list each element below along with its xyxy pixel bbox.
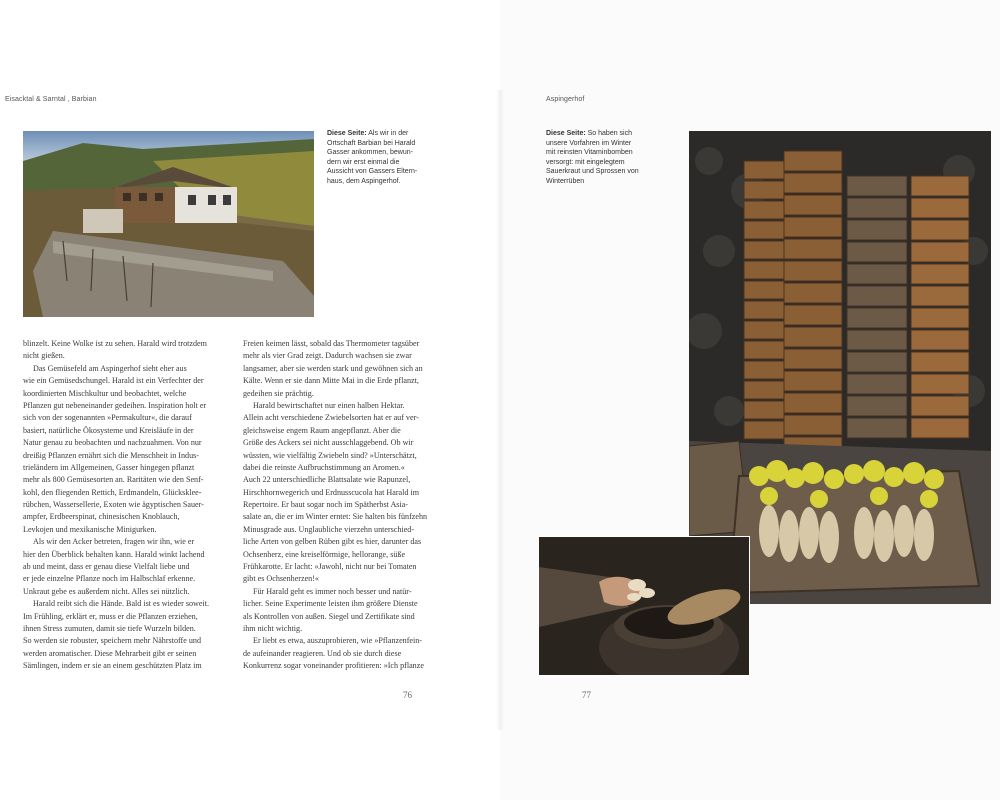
text-line: ihnen Stress zumuten, damit sie tiefe Wurzeln bilden. [23,623,196,633]
text-line: Konkurrenz sogar voneinander profitieren: »Ich pflanze [243,661,424,671]
caption-line: Ortschaft Barbian bei Harald [327,139,416,147]
caption-lead: Diese Seite: [327,130,367,137]
text-line: rübchen, Wassersellerie, Exoten wie ägyptischen Sauer- [23,500,204,510]
text-line: ihm nicht wichtig. [243,623,303,633]
text-line: Levkojen und mexikanische Minigurken. [23,524,157,534]
text-line: Natur genau zu beobachten und nachzuahmen. Von nur [23,438,202,448]
text-line: Das Gemüsefeld am Aspingerhof sieht eher aus [33,363,187,373]
text-line: koordinierten Mischkultur und beobachtet, welche [23,388,187,398]
text-line: Ochsenherz, eine kreiselförmige, hellorange, süße [243,549,406,559]
text-line: Freien keimen lässt, sobald das Thermometer tagsüber [243,339,420,348]
caption-line: dern wir erst einmal die [327,158,400,166]
text-line: So werden sie robuster, speichern mehr Nährstoffe und [23,636,201,646]
text-line: blinzelt. Keine Wolke ist zu sehen. Harald wird trotzdem [23,339,207,348]
text-line: ampfer, Erdbeerspinat, chinesischen Knoblauch, [23,512,180,522]
running-head-left: Eisacktal & Sarntal , Barbian [5,96,97,103]
text-line: Im Frühling, erklärt er, muss er die Pflanzen erziehen, [23,611,198,621]
text-line: trieländern im Allgemeinen, Gasser hingegen pflanzt [23,462,195,472]
caption-line: Sauerkraut und Sprossen von [546,168,639,176]
caption-line: So haben sich [587,130,633,137]
text-line: Harald bewirtschaftet nur einen halben Hektar. [253,400,405,410]
text-line: mehr als 800 Gemüsesorten an. Raritäten wie den Senf- [23,475,204,485]
right-page [500,0,1000,800]
running-head-right: Aspingerhof [546,96,585,103]
text-line: wüssten, wie vielfältig Zwiebeln sind? »Unterschätzt, [243,450,417,460]
text-line: er jede einzelne Pflanze noch im Halbschlaf erkenne. [23,574,196,584]
caption-line: unsere Vorfahren im Winter [546,139,632,147]
text-line: gleichsweise engem Raum angepflanzt. Aber die [243,425,401,435]
text-line: Pflanzen gut nebeneinander gedeihen. Inspiration holt er [23,400,207,410]
body-column-1 [23,338,233,673]
text-line: dabei die reinste Aufbruchstimmung an Aromen.« [243,462,405,472]
text-line: Auch 22 unterschiedliche Blattsalate wie Rapunzel, [243,475,411,485]
sauerkraut-jar-photo [538,536,750,676]
text-line: werden aromatischer. Diese Mehrarbeit gibt er seinen [23,648,197,658]
farmhouse-photo [23,131,314,317]
text-line: ab und meint, dass er genau diese Vielfalt liebe und [23,562,190,572]
text-line: gedeihen sie prächtig. [243,388,314,398]
text-line: salate an, die er im Winter erntet: Sie halten bis fünfzehn [243,512,428,522]
text-line: Größe des Ackers sei nicht ausschlaggebend. Ob wir [243,438,414,448]
page-number-right: 77 [582,690,591,700]
text-line: dreißig Pflanzen ernährt sich die Menschheit in Indus- [23,450,199,460]
book-gutter [496,90,504,730]
text-line: Er liebt es etwa, auszuprobieren, wie »Pflanzenfein- [253,636,423,646]
caption-line: mit reinsten Vitaminbomben [546,149,633,157]
photo-caption-right [546,129,656,187]
text-line: Minusgrade aus. Unglaubliche vierzehn unterschied- [243,524,415,534]
text-line: langsamer, aber sie werden stark und gewöhnen sich an [243,363,423,373]
text-line: liche Arten von gelben Rüben gibt es hier, darunter das [243,537,422,547]
caption-line: Aussicht von Gassers Eltern- [327,168,418,176]
text-line: Sämlingen, indem er sie an einem geschützten Platz im [23,661,202,671]
body-column-2 [243,338,458,673]
caption-line: Winterrüben [546,177,585,185]
caption-line: Als wir in der [368,130,409,137]
text-line: Unkraut gebe es außerdem nicht. Alles sei nützlich. [23,586,190,596]
text-line: Hirschhornwegerich und Erdnusscucola hat Harald im [243,487,419,497]
text-line: Als wir den Acker betreten, fragen wir ihn, wie er [33,537,195,547]
text-line: als Kontrollen von außen. Siegel und Zertifikate sind [243,611,415,621]
text-line: mehr als vier Grad zeigt. Dadurch wachsen sie zwar [243,351,412,361]
photo-caption-left [327,129,447,187]
text-line: gibt es Ochsenherzen!« [243,574,319,584]
text-line: sich von der sogenannten »Permakultur«, die darauf [23,413,192,423]
text-line: Frühkarotte. Er lacht: »Jawohl, nicht nur bei Tomaten [243,562,417,572]
text-line: basiert, natürliche Ökosysteme und Kreisläufe in der [23,425,194,435]
crates-photo [689,131,991,604]
text-line: de aufeinander reagieren. Und ob sie durch diese [243,648,402,658]
text-line: wie ein Gemüsedschungel. Harald ist ein Verfechter der [23,376,204,386]
text-line: nicht gießen. [23,351,65,361]
text-line: Repertoire. Er baut sogar noch im Spätherbst Asia- [243,500,408,510]
text-line: hier den Überblick behalten kann. Harald winkt lachend [23,549,205,559]
text-line: Allein acht verschiedene Zwiebelsorten hat er auf ver- [243,413,419,423]
caption-line: haus, dem Aspingerhof. [327,177,401,185]
text-line: kohl, den fliegenden Rettich, Erdmandeln, Glücksklee- [23,487,202,497]
text-line: Harald reibt sich die Hände. Bald ist es wieder soweit. [33,599,209,609]
caption-lead: Diese Seite: [546,130,586,137]
text-line: licher. Seine Experimente leisten ihm größere Dienste [243,599,418,609]
text-line: Kälte. Wenn er sie dann Mitte Mai in die Erde pflanzt, [243,376,419,386]
caption-line: Gasser ankommen, bewun- [327,149,413,157]
text-line: Für Harald geht es immer noch besser und natür- [253,586,412,596]
caption-line: versorgt: mit eingelegtem [546,158,625,166]
page-number-left: 76 [403,690,412,700]
